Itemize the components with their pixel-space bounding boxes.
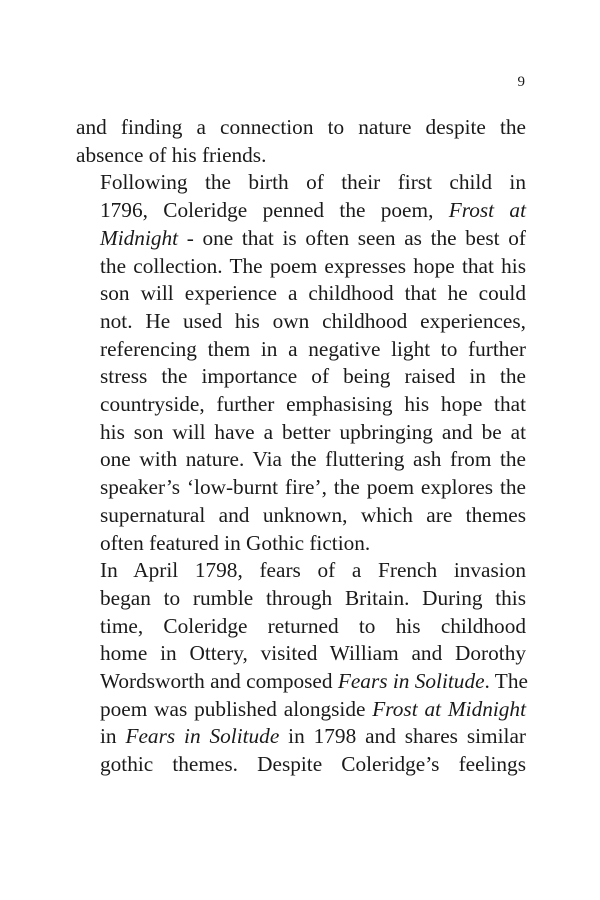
text-run: in 1798 and shares similar bbox=[279, 724, 526, 749]
paragraph bbox=[76, 169, 526, 557]
text-run: gothic themes. Despite Coleridge’s feelings bbox=[100, 752, 526, 777]
text-run: . The bbox=[484, 669, 528, 694]
text-run: often featured in Gothic fiction. bbox=[100, 530, 371, 555]
text-line bbox=[76, 585, 526, 613]
italic-title: Fears in Solitude bbox=[337, 669, 485, 694]
text-line bbox=[76, 668, 526, 696]
text-line bbox=[76, 530, 526, 558]
text-run: stress the importance of being raised in the bbox=[100, 364, 526, 389]
text-line bbox=[76, 723, 526, 751]
text-line bbox=[76, 280, 526, 308]
text-run: absence of his friends. bbox=[76, 142, 267, 167]
text-line bbox=[76, 751, 526, 779]
text-line bbox=[76, 308, 526, 336]
italic-title: Fears in Solitude bbox=[125, 724, 280, 749]
text-line bbox=[76, 419, 526, 447]
text-line bbox=[76, 197, 526, 225]
text-line bbox=[76, 613, 526, 641]
text-line bbox=[76, 142, 526, 170]
text-line bbox=[76, 253, 526, 281]
page-number: 9 bbox=[517, 74, 525, 90]
text-run: Wordsworth and composed bbox=[100, 669, 338, 694]
text-run: supernatural and unknown, which are themes bbox=[100, 502, 526, 527]
italic-title: Midnight bbox=[100, 225, 179, 250]
text-run: his son will have a better upbringing and be at bbox=[100, 419, 526, 444]
text-run: referencing them in a negative light to further bbox=[100, 336, 526, 361]
text-line bbox=[76, 336, 526, 364]
text-run: son will experience a childhood that he could bbox=[100, 281, 526, 306]
text-run: time, Coleridge returned to his childhood bbox=[100, 613, 526, 638]
text-run: and finding a connection to nature despite the bbox=[76, 115, 526, 139]
text-run: - one that is often seen as the best of bbox=[178, 225, 526, 250]
text-run: one with nature. Via the fluttering ash from the bbox=[100, 447, 526, 472]
text-run: speaker’s ‘low-burnt fire’, the poem explores the bbox=[100, 475, 526, 500]
text-run: In April 1798, fears of a French invasion bbox=[100, 558, 526, 583]
text-line bbox=[76, 391, 526, 419]
text-line bbox=[76, 114, 526, 142]
text-run: began to rumble through Britain. During this bbox=[100, 585, 526, 610]
text-line bbox=[76, 696, 526, 724]
text-line bbox=[76, 225, 526, 253]
text-run: poem was published alongside bbox=[100, 696, 373, 721]
text-line bbox=[76, 363, 526, 391]
text-line bbox=[76, 474, 526, 502]
text-line bbox=[76, 502, 526, 530]
text-run: Following the birth of their first child in bbox=[100, 170, 526, 195]
text-line bbox=[76, 640, 526, 668]
text-run: not. He used his own childhood experiences, bbox=[100, 308, 526, 333]
text-run: countryside, further emphasising his hope that bbox=[100, 392, 526, 417]
text-run: 1796, Coleridge penned the poem, bbox=[100, 198, 449, 223]
text-line bbox=[76, 446, 526, 474]
text-run: the collection. The poem expresses hope that his bbox=[100, 253, 526, 278]
text-line bbox=[76, 169, 526, 197]
paragraph bbox=[76, 557, 526, 779]
italic-title: Frost at Midnight bbox=[372, 696, 526, 721]
text-run: in bbox=[100, 724, 126, 749]
text-run: home in Ottery, visited William and Dorothy bbox=[100, 641, 526, 666]
text-line bbox=[76, 557, 526, 585]
paragraph bbox=[76, 114, 526, 169]
body-text bbox=[76, 114, 526, 779]
italic-title: Frost at bbox=[448, 198, 526, 223]
